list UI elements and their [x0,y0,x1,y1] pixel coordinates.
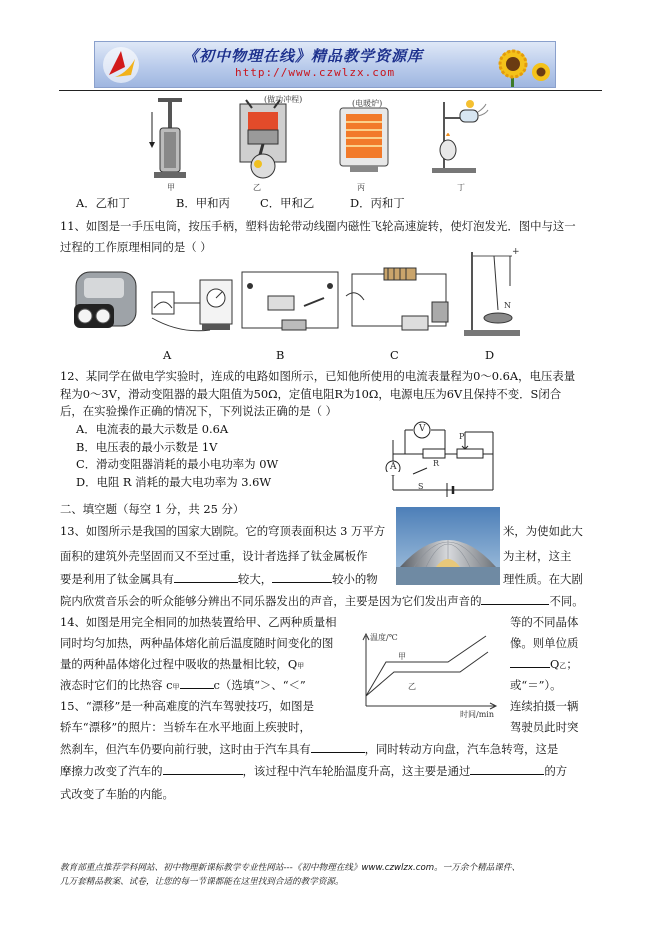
q14-sub-jia-2: 甲 [172,683,180,691]
q13-blank-3[interactable] [481,593,549,605]
figure-engine-yi [228,96,298,180]
circuit-resistor-label: R [433,459,440,468]
q14-line-1b: 等的不同晶体 [510,615,579,629]
q15-line-4c: 的方 [544,764,568,778]
caption-yi: 乙 [253,183,261,192]
logo-icon [101,45,141,85]
graph-curve-jia: 甲 [398,652,406,661]
q11-line-1: 11、如图是一手压电筒，按压手柄，塑料齿轮带动线圈内磁性飞轮高速旋转，使灯泡发光．图中与这一 [60,219,576,233]
q14-line-2b: 像。则单位质 [510,636,579,650]
q14-sub-yi: 乙 [559,662,567,670]
header-rule [59,90,602,91]
q13-line-4b: 不同。 [549,594,584,608]
q15-line-4a: 摩擦力改变了汽车的 [60,764,163,778]
circuit-ammeter-label: A [390,462,397,472]
graph-x-label: 时间/min [460,710,494,719]
q15-line-1b: 连续拍摄一辆 [510,699,579,713]
figure-b-circuit [238,266,344,336]
q11-label-c: C [390,348,399,362]
q13-line-1a: 13、如图所示是我国的国家大剧院。它的穹顶表面积达 3 万平方 [60,524,386,538]
q12-option-d: D．电阻 R 消耗的最大电功率为 3.6W [76,475,272,489]
banner [94,41,556,88]
figure-d-magnet [464,246,526,342]
q15-line-2a: 轿车“漂移”的照片：当轿车在水平地面上疾驶时， [60,720,311,734]
q12-option-b: B．电压表的最小示数是 1V [76,440,218,454]
q15-line-3a: 然刹车，但汽车仍要向前行驶，这时由于汽车具有 [60,742,311,756]
q13-line-4a: 院内欣赏音乐会的听众能够分辨出不同乐器发出的声音，主要是因为它们发出声音的 [60,594,482,608]
q12-line-2: 程为0～3V，滑动变阻器的最大阻值为50Ω，定值电阻R为10Ω，电源电压为6V且保持不变．S闭合 [60,387,562,401]
svg-text:N: N [504,301,511,310]
q14-line-3b: Q [550,657,560,671]
q10-option-a: A．乙和丁 [76,196,130,210]
graph-curve-yi: 乙 [408,682,416,691]
q15-blank-3[interactable] [470,763,544,775]
q12-option-a: A．电流表的最大示数是 0.6A [76,422,229,436]
figure-heater-bing [336,106,392,176]
q13-blank-2[interactable] [272,571,332,583]
label-engine: (做功冲程) [264,95,303,104]
figure-pump-jia [150,92,190,184]
q14-line-3a: 量的两种晶体熔化过程中吸收的热量相比较，Q [60,657,298,671]
figure-c-circuit [344,266,456,338]
q11-label-d: D [485,348,495,362]
q13-line-3 [60,571,378,587]
q13-line-4 [60,593,584,609]
q13-line-3c: 较小的物 [332,572,378,586]
section-2-heading: 二、填空题（每空 1 分，共 25 分） [60,502,245,516]
q14-line-4a: 液态时它们的比热容 c [60,678,173,692]
q14-sub-jia: 甲 [297,662,305,670]
q13-line-3a: 要是利用了钛金属具有 [60,572,174,586]
q12-line-3: 后，在实验操作正确的情况下，下列说法正确的是（ ） [60,404,337,418]
q12-option-c: C．滑动变阻器消耗的最小电功率为 0W [76,457,279,471]
figure-a-circuit [150,268,242,338]
grand-theatre-photo [396,507,500,585]
q12-line-1: 12、某同学在做电学实验时，连成的电路如图所示，已知他所使用的电流表量程为0～0.6A，电压表量 [60,369,576,383]
q12-circuit-diagram [383,418,503,494]
footer-line-2: 几万套精品教案、试卷，让您的每一节课都能在这里找到合适的教学资源。 [60,877,344,887]
q15-blank-2[interactable] [163,763,243,775]
q14-line-3 [60,656,304,674]
q14-line-4b: c [213,678,220,692]
circuit-slider-label: P [459,432,465,441]
label-heater: (电暖炉) [352,99,383,108]
q14-graph [356,632,498,712]
circuit-voltmeter-label: V [419,424,426,434]
q11-label-b: B [276,348,285,362]
q14-line-2a: 同时均匀加热，两种晶体熔化前后温度随时间变化的图 [60,636,334,650]
q13-line-3d: 理性质。在大剧 [503,572,583,586]
q14-blank-1[interactable] [510,656,550,668]
caption-jia: 甲 [167,183,175,192]
footer-line-1: 教育部重点推荐学科网站、初中物理新课标教学专业性网站---《初中物理在线》www.czwlzx.com。一万余个精品课件、 [60,863,521,873]
figure-flashlight [66,264,150,338]
q13-blank-1[interactable] [174,571,238,583]
q14-line-4c: （选填“＞、“＜” [219,678,306,692]
banner-title: 《初中物理在线》精品教学资源库 [183,47,424,65]
graph-y-label: 温度/℃ [370,633,398,642]
svg-text:+: + [512,247,520,257]
q10-option-b: B．甲和丙 [176,196,230,210]
q14-line-3-right [510,656,578,674]
figure-steam-ding [424,96,490,176]
q13-line-2a: 面积的建筑外壳坚固而又不至过重，设计者选择了钛金属板作 [60,549,368,563]
q15-line-1a: 15、“漂移”是一种高难度的汽车驾驶技巧，如图是 [60,699,314,713]
q13-line-1b: 米，为使如此大 [503,524,583,538]
caption-ding: 丁 [457,183,465,192]
q15-line-4 [60,763,567,779]
q15-blank-1[interactable] [311,741,365,753]
q15-line-5: 式改变了车胎的内能。 [60,787,174,801]
q15-line-3b: ，同时转动方向盘，汽车急转弯，这是 [364,742,559,756]
q13-line-3b: 较大， [237,572,273,586]
q14-line-4d: 或“＝”）。 [510,678,562,692]
banner-url: http://www.czwlzx.com [235,66,396,79]
circuit-switch-label: S [418,482,424,491]
caption-bing: 丙 [357,183,365,192]
q14-line-4 [60,677,306,695]
q15-line-3 [60,741,558,757]
q14-line-1a: 14、如图是用完全相同的加热装置给甲、乙两种质量相 [60,615,337,629]
q13-line-2b: 为主材，这主 [503,549,572,563]
q14-line-3c: ； [566,657,578,671]
q15-line-2b: 驾驶员此时突 [510,720,579,734]
q10-option-c: C．甲和乙 [260,196,315,210]
q10-option-d: D．丙和丁 [350,196,405,210]
q15-line-4b: ，该过程中汽车轮胎温度升高，这主要是通过 [242,764,471,778]
q11-line-2: 过程的工作原理相同的是（ ） [60,240,212,254]
sunflower-icon [475,42,555,87]
q11-label-a: A [163,348,172,362]
q14-blank-2[interactable] [180,677,214,689]
